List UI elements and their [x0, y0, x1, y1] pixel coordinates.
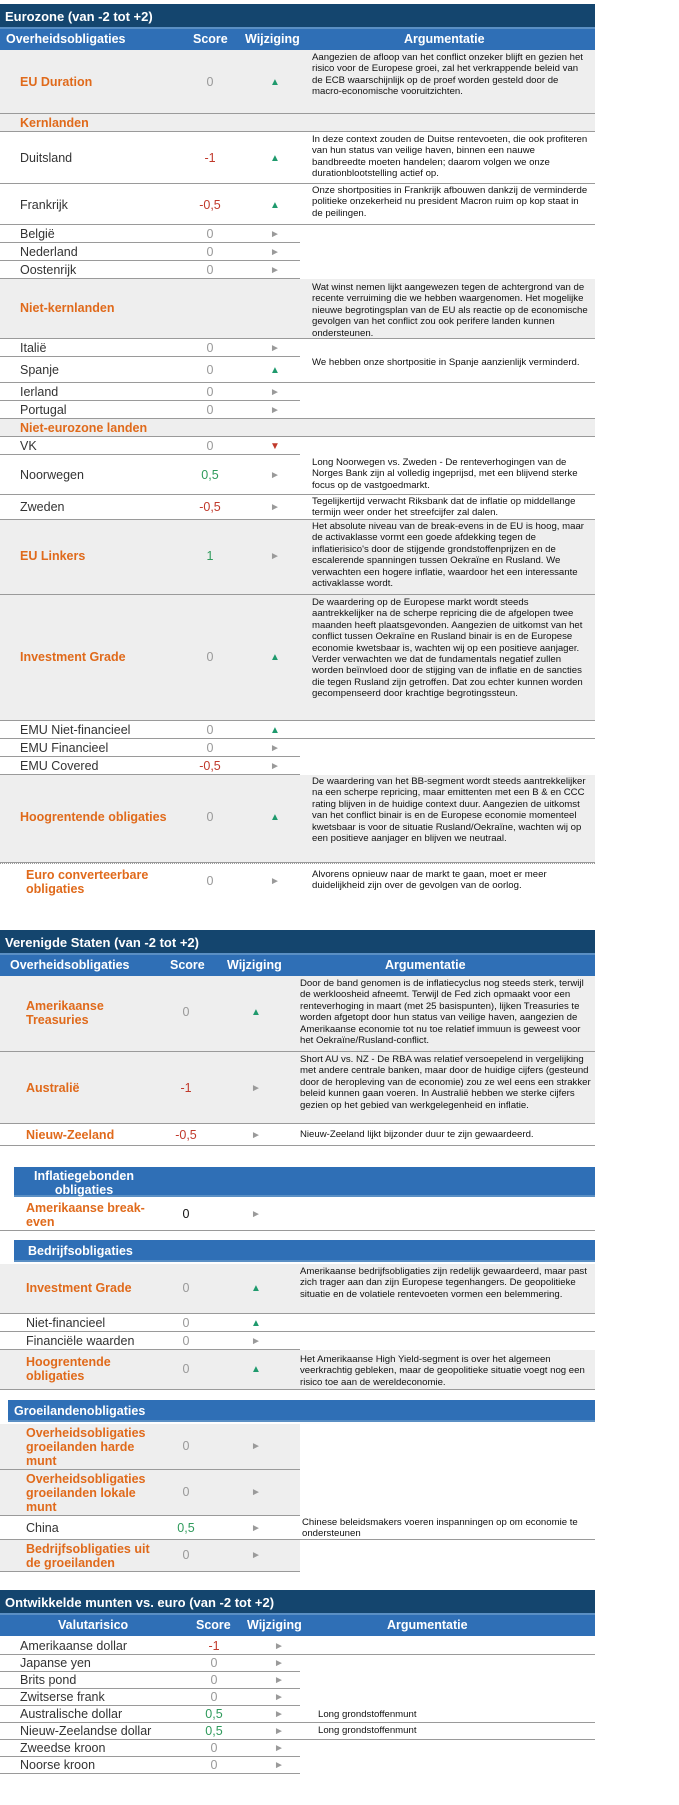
table-row — [0, 357, 595, 383]
fx-header-row — [0, 1615, 595, 1636]
arrow-right-icon: ► — [274, 1692, 284, 1703]
row-argument: Aangezien de afloop van het conflict onzeker blijft en gezien het risico voor de Europese groei, zal het verkrappende beleid van de ECB waarschijnlijk op de proef worden gesteld door de macro-economische vooruitzichten. — [312, 52, 583, 98]
arrow-right-icon: ► — [270, 387, 280, 398]
table-row — [0, 1314, 595, 1332]
table-row — [0, 1052, 595, 1124]
table-row — [0, 1723, 595, 1740]
row-label: Investment Grade — [20, 650, 126, 664]
row-label: Noorse kroon — [20, 1758, 96, 1772]
arrow-right-icon: ► — [251, 1336, 261, 1347]
row-score: -0,5 — [199, 759, 221, 773]
table-row — [0, 1757, 300, 1774]
row-score: 0 — [182, 1439, 190, 1453]
row-score: 1 — [206, 549, 214, 563]
row-score: 0 — [210, 1656, 218, 1670]
row-score: 0 — [206, 439, 214, 453]
row-score: -0,5 — [175, 1128, 197, 1142]
row-label: Hoogrentende obligaties — [20, 810, 167, 824]
table-row — [0, 339, 300, 357]
row-score: 0 — [206, 723, 214, 737]
table-row — [0, 1672, 300, 1689]
row-score: 0 — [206, 741, 214, 755]
arrow-right-icon: ► — [270, 470, 280, 481]
table-row — [0, 1689, 300, 1706]
row-score: 0 — [206, 810, 214, 824]
arrow-right-icon: ► — [270, 761, 280, 772]
row-score: 0 — [206, 385, 214, 399]
table-row — [0, 1637, 595, 1655]
us-header-row — [0, 955, 595, 976]
row-label: EMU Niet-financieel — [20, 723, 131, 737]
row-label: Frankrijk — [20, 198, 68, 212]
row-label: Overheidsobligaties groeilanden lokale munt — [26, 1472, 146, 1514]
table-row — [0, 419, 595, 437]
row-label: Spanje — [20, 363, 59, 377]
row-label: Australië — [26, 1081, 80, 1095]
table-row — [0, 1199, 595, 1231]
table-row — [0, 595, 595, 721]
row-label: Nederland — [20, 245, 78, 259]
table-row — [0, 721, 595, 739]
arrow-right-icon: ► — [251, 1523, 261, 1534]
row-label: Euro converteerbare obligaties — [26, 868, 149, 896]
table-row — [0, 114, 595, 132]
arrow-right-icon: ► — [251, 1487, 261, 1498]
row-score: 0 — [182, 1485, 190, 1499]
arrow-up-icon: ▲ — [251, 1283, 261, 1294]
eurozone-title: Eurozone (van -2 tot +2) — [0, 4, 595, 29]
row-label: Zweedse kroon — [20, 1741, 106, 1755]
row-score: -1 — [180, 1081, 192, 1095]
row-label: Nieuw-Zeelandse dollar — [20, 1724, 152, 1738]
row-label: Overheidsobligaties groeilanden harde munt — [26, 1426, 146, 1468]
table-row — [0, 775, 595, 863]
arrow-right-icon: ► — [270, 265, 280, 276]
row-argument: Wat winst nemen lijkt aangewezen tegen de achtergrond van de recente verruiming die we hebben waargenomen. Het mogelijke nieuwe begrotingsplan van de EU als reactie op de economische gevolgen van het conflict zou ook perifere landen kunnen ondersteunen. — [312, 282, 588, 339]
table-row — [0, 1424, 300, 1470]
row-label: Investment Grade — [26, 1281, 132, 1295]
row-argument: Onze shortposities in Frankrijk afbouwen dankzij de verminderde politieke onzekerheid nu president Macron ruim op kop staat in de peilingen. — [312, 185, 588, 219]
row-label: Niet-eurozone landen — [20, 421, 148, 435]
row-score: 0 — [182, 1207, 190, 1221]
table-row — [0, 863, 595, 899]
row-label: Zweden — [20, 500, 65, 514]
row-score: 0,5 — [205, 1724, 223, 1738]
arrow-right-icon: ► — [270, 876, 280, 887]
inflation-bar — [14, 1167, 595, 1197]
row-score: 0 — [182, 1334, 190, 1348]
arrow-up-icon: ▲ — [270, 812, 280, 823]
arrow-up-icon: ▲ — [251, 1007, 261, 1018]
row-label: Amerikaanse break-even — [26, 1201, 145, 1229]
row-score: 0,5 — [205, 1707, 223, 1721]
em-title: Groeilandenobligaties — [14, 1404, 146, 1418]
row-score: 0 — [206, 403, 214, 417]
table-row — [0, 401, 595, 419]
row-argument: De waardering op de Europese markt wordt steeds aantrekkelijker na de scherpe repricing die de afgelopen twee maanden heeft plaatsgevonden. Aangezien de uitkomst van het conflict tussen Oekraïne en Rusland binair is en de Europese economie kwetsbaar is, wachten wij op een positieve aanjager. Verder verwachten we dat de fundamentals negatief zullen worden beïnvloed door de stijging van de inflatie en de sancties die tegen Rusland zijn getroffen. Dat zou echter kunnen worden gecompenseerd door krachtige begrotingssteun. — [312, 597, 583, 700]
row-label: Amerikaanse Treasuries — [26, 999, 104, 1027]
col-score: Score — [170, 958, 205, 972]
row-score: 0 — [206, 263, 214, 277]
col-change: Wijziging — [245, 32, 300, 46]
row-label: Nieuw-Zeeland — [26, 1128, 115, 1142]
table-row — [0, 1470, 300, 1516]
row-label: Australische dollar — [20, 1707, 123, 1721]
row-label: VK — [20, 439, 37, 453]
arrow-up-icon: ▲ — [270, 77, 280, 88]
table-row — [0, 739, 300, 757]
row-label: Zwitserse frank — [20, 1690, 105, 1704]
col-asset: Overheidsobligaties — [6, 32, 126, 46]
arrow-right-icon: ► — [270, 343, 280, 354]
table-row — [0, 1516, 595, 1540]
row-label: Amerikaanse dollar — [20, 1639, 127, 1653]
row-label: Bedrijfsobligaties uit de groeilanden — [26, 1542, 150, 1570]
row-argument: Short AU vs. NZ - De RBA was relatief versoepelend in vergelijking met andere centrale banken, maar door de huidige cijfers (gesteund door de heropleving van de economie) zou ze wel eens een strakker beleid kunnen gaan voeren. In Australië hebben we sterke cijfers gezien op het gebied van werkgelegenheid en inflatie. — [300, 1054, 591, 1111]
table-row — [0, 1264, 595, 1314]
row-score: 0 — [206, 75, 214, 89]
row-score: 0,5 — [177, 1521, 195, 1535]
row-score: -1 — [208, 1639, 220, 1653]
row-label: Brits pond — [20, 1673, 77, 1687]
row-score: 0 — [206, 650, 214, 664]
table-row — [0, 1540, 300, 1572]
row-score: 0 — [210, 1673, 218, 1687]
col-asset: Overheidsobligaties — [10, 958, 130, 972]
row-label: EU Duration — [20, 75, 93, 89]
table-row — [0, 225, 300, 243]
col-arg: Argumentatie — [385, 958, 466, 972]
arrow-right-icon: ► — [274, 1641, 284, 1652]
row-label: Japanse yen — [20, 1656, 91, 1670]
arrow-right-icon: ► — [274, 1743, 284, 1754]
row-label: Financiële waarden — [26, 1334, 135, 1348]
row-argument: Nieuw-Zeeland lijkt bijzonder duur te zijn gewaardeerd. — [300, 1129, 534, 1140]
arrow-up-icon: ▲ — [270, 365, 280, 376]
table-row — [0, 495, 595, 520]
row-label: EU Linkers — [20, 549, 86, 563]
table-row — [0, 1655, 300, 1672]
row-label: Kernlanden — [20, 116, 89, 130]
table-row — [0, 50, 595, 114]
col-arg: Argumentatie — [404, 32, 485, 46]
row-argument: Long grondstoffenmunt — [318, 1725, 417, 1736]
arrow-up-icon: ▲ — [251, 1364, 261, 1375]
corporate-bar — [14, 1240, 595, 1262]
corporate-title: Bedrijfsobligaties — [28, 1244, 133, 1258]
us-title: Verenigde Staten (van -2 tot +2) — [0, 930, 595, 955]
arrow-right-icon: ► — [270, 502, 280, 513]
row-label: EMU Financieel — [20, 741, 109, 755]
row-score: 0 — [182, 1281, 190, 1295]
arrow-down-icon: ▼ — [270, 441, 280, 452]
arrow-right-icon: ► — [251, 1083, 261, 1094]
row-argument: Amerikaanse bedrijfsobligaties zijn redelijk gewaardeerd, maar past zich trager aan dan zijn Europese tegenhangers. De geopolitieke situatie en de volatiele rentevoeten vormen een belemmering. — [300, 1266, 587, 1300]
col-score: Score — [196, 1618, 231, 1632]
arrow-right-icon: ► — [270, 551, 280, 562]
row-argument: Alvorens opnieuw naar de markt te gaan, moet er meer duidelijkheid zijn over de gevolgen van de oorlog. — [312, 869, 547, 892]
row-label: Portugal — [20, 403, 67, 417]
arrow-right-icon: ► — [251, 1441, 261, 1452]
arrow-right-icon: ► — [251, 1130, 261, 1141]
row-argument: Het Amerikaanse High Yield-segment is over het algemeen veerkrachtig gebleken, maar de geopolitieke situatie voegt nog een risico toe aan de wereldeconomie. — [300, 1354, 585, 1388]
row-score: 0 — [182, 1005, 190, 1019]
row-argument: Long Noorwegen vs. Zweden - De renteverhogingen van de Norges Bank zijn al volledig ingeprijsd, met een blijvend sterke focus op de vastgoedmarkt. — [312, 457, 578, 491]
arrow-right-icon: ► — [251, 1550, 261, 1561]
table-row — [0, 1332, 300, 1350]
row-label: Oostenrijk — [20, 263, 77, 277]
row-argument: Tegelijkertijd verwacht Riksbank dat de inflatie op middellange termijn weer onder het streefcijfer zal dalen. — [312, 496, 576, 519]
row-score: 0 — [182, 1548, 190, 1562]
row-label: Niet-kernlanden — [20, 301, 115, 315]
row-argument: Door de band genomen is de inflatiecyclus nog steeds sterk, terwijl de werkloosheid afneemt. Terwijl de Fed zich opmaakt voor een renteverhoging in maart (met 25 basispunten), lijken Treasuries te worden afgetopt door hun status van veilige haven, aangezien de Amerikaanse economie tot nu toe relatief immuun is geweest voor het Oekraïne/Rusland-conflict. — [300, 978, 584, 1047]
row-score: 0,5 — [201, 468, 219, 482]
row-label: EMU Covered — [20, 759, 99, 773]
row-score: -1 — [204, 151, 216, 165]
table-row — [0, 1706, 595, 1723]
arrow-up-icon: ▲ — [270, 200, 280, 211]
fx-title: Ontwikkelde munten vs. euro (van -2 tot +2) — [0, 1590, 595, 1615]
row-score: 0 — [206, 363, 214, 377]
inflation-title: Inflatiegebonden obligaties — [34, 1169, 134, 1197]
row-argument: Het absolute niveau van de break-evens in de EU is hoog, maar de activaklasse vormt een goede afdekking tegen de inflatierisico's door de stijgende grondstoffenprijzen en de escalerende spanningen tussen Oekraïne en Rusland. We verwachten een hogere inflatie, waardoor het een interessante activaklasse wordt. — [312, 521, 584, 590]
arrow-right-icon: ► — [270, 743, 280, 754]
row-label: China — [26, 1521, 59, 1535]
row-score: 0 — [206, 874, 214, 888]
arrow-right-icon: ► — [270, 405, 280, 416]
table-row — [0, 437, 300, 455]
row-score: 0 — [210, 1690, 218, 1704]
arrow-up-icon: ▲ — [270, 652, 280, 663]
row-score: -0,5 — [199, 198, 221, 212]
col-change: Wijziging — [227, 958, 282, 972]
arrow-right-icon: ► — [251, 1209, 261, 1220]
table-row — [0, 757, 300, 775]
table-row — [0, 1350, 595, 1390]
table-row — [0, 184, 595, 225]
table-row — [0, 383, 300, 401]
arrow-right-icon: ► — [274, 1709, 284, 1720]
arrow-right-icon: ► — [274, 1658, 284, 1669]
arrow-right-icon: ► — [274, 1726, 284, 1737]
table-row — [0, 132, 595, 184]
row-argument: In deze context zouden de Duitse rentevoeten, die ook profiteren van hun status van veilige haven, binnen een nauwe bandbreedte moeten handelen; daarom volgen we onze durationblootstelling actief op. — [312, 134, 588, 180]
row-argument: Long grondstoffenmunt — [318, 1709, 417, 1720]
em-bar — [8, 1400, 595, 1422]
eurozone-header-row — [0, 29, 595, 50]
arrow-up-icon: ▲ — [270, 725, 280, 736]
row-label: Italië — [20, 341, 47, 355]
arrow-up-icon: ▲ — [270, 153, 280, 164]
col-asset: Valutarisico — [58, 1618, 129, 1632]
row-label: Noorwegen — [20, 468, 84, 482]
table-row — [0, 1124, 595, 1146]
row-label: België — [20, 227, 55, 241]
table-row — [0, 520, 595, 595]
arrow-up-icon: ▲ — [251, 1318, 261, 1329]
row-argument: De waardering van het BB-segment wordt steeds aantrekkelijker na een scherpe repricing, maar emittenten met een B & en CCC rating blijven in de huidige context duur. Aangezien de uitkomst van het conflict binair is en de Europese economie momenteel kwetsbaar is voor de situatie Rusland/Oekraïne, wachten wij op een positieve aanjager en blijven we neutraal. — [312, 776, 586, 845]
row-score: 0 — [206, 227, 214, 241]
row-argument: Chinese beleidsmakers voeren inspanningen op om economie te ondersteunen — [302, 1517, 578, 1540]
col-score: Score — [193, 32, 228, 46]
row-label: Niet-financieel — [26, 1316, 106, 1330]
row-label: Ierland — [20, 385, 59, 399]
arrow-right-icon: ► — [270, 229, 280, 240]
row-label: Duitsland — [20, 151, 73, 165]
row-score: 0 — [210, 1741, 218, 1755]
row-score: 0 — [210, 1758, 218, 1772]
col-arg: Argumentatie — [387, 1618, 468, 1632]
row-score: -0,5 — [199, 500, 221, 514]
table-row — [0, 976, 595, 1052]
table-row — [0, 279, 595, 339]
arrow-right-icon: ► — [274, 1675, 284, 1686]
table-row — [0, 1740, 300, 1757]
row-score: 0 — [206, 245, 214, 259]
col-change: Wijziging — [247, 1618, 302, 1632]
table-row — [0, 455, 595, 495]
row-score: 0 — [182, 1316, 190, 1330]
table-row — [0, 243, 300, 261]
row-argument: We hebben onze shortpositie in Spanje aanzienlijk verminderd. — [312, 357, 580, 368]
arrow-right-icon: ► — [274, 1760, 284, 1771]
arrow-right-icon: ► — [270, 247, 280, 258]
table-row — [0, 261, 300, 279]
row-label: Hoogrentende obligaties — [26, 1355, 111, 1383]
row-score: 0 — [182, 1362, 190, 1376]
row-score: 0 — [206, 341, 214, 355]
